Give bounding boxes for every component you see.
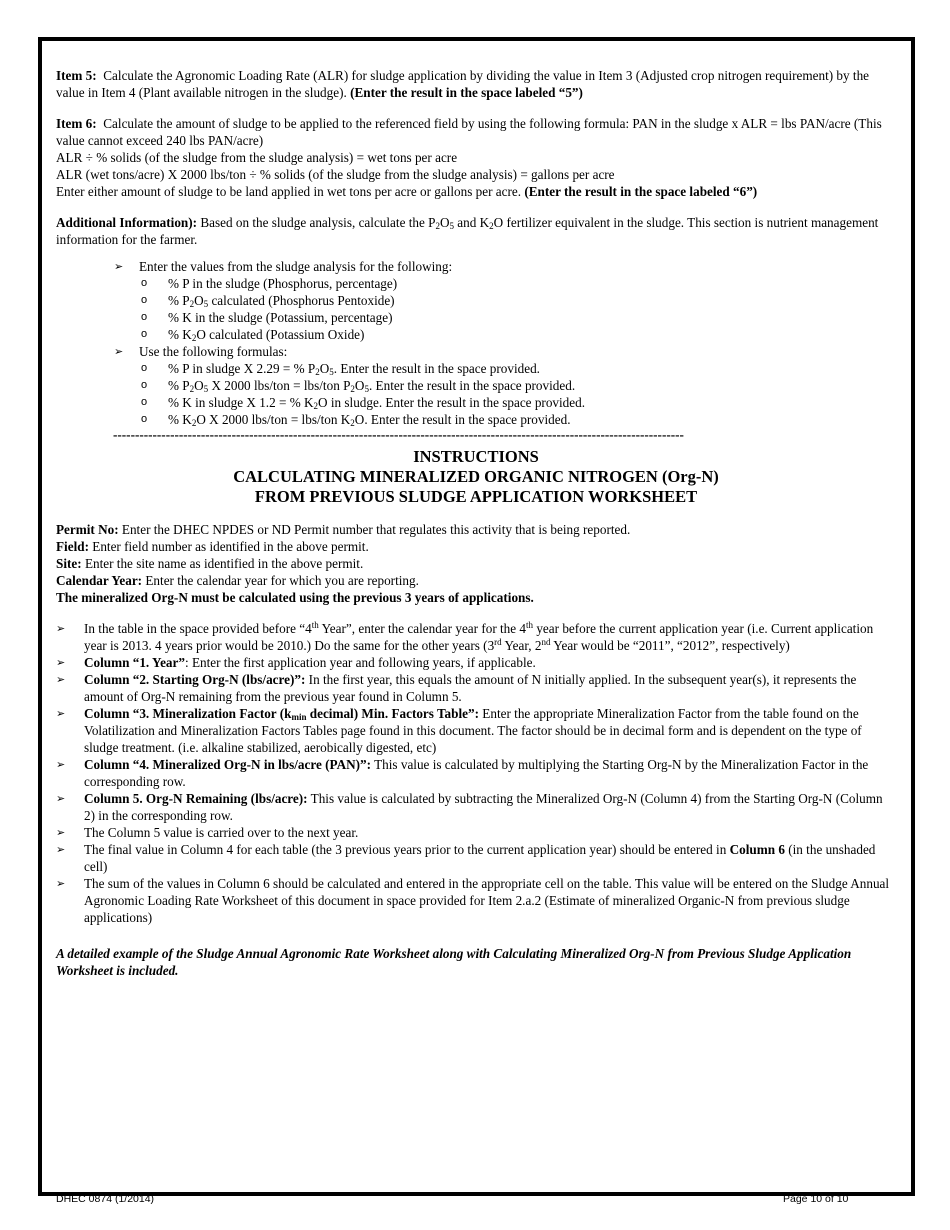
section-divider: ----------------------------------------------------------------------------------------------------------------------------------	[113, 429, 684, 441]
alr-wet-tons-formula: ALR ÷ % solids (of the sludge from the sludge analysis) = wet tons per acre	[56, 150, 458, 165]
list-item: ➢ The sum of the values in Column 6 should be calculated and entered in the appropriate cell on the table. This value will be entered on the Sludge Annual Agronomic Loading Rate Worksheet of this document in space provided for Item 2.a.2 (Estimate of mineralized Organic-N from previous sludge applications)	[56, 875, 896, 926]
list-item: o % K in sludge X 1.2 = % $K_2O$ in sludge. Enter the result in the space provided.	[141, 394, 896, 411]
permit-fields-description: Permit No: Enter the DHEC NPDES or ND Permit number that regulates this activity that is being reported. Field: Enter field number as identified in the above permit. Site: Enter the site name as identified in the above permit. Calendar Year: Enter the calendar year for which you are reporting. The mineralized Org-N must be calculated using the previous 3 years of applications.	[56, 522, 631, 605]
closing-note: A detailed example of the Sludge Annual Agronomic Rate Worksheet along with Calculating Mineralized Org-N from Previous Sludge Application Worksheet is included.	[56, 946, 852, 978]
list-item: o % K in the sludge (Potassium, percentage)	[141, 309, 896, 326]
list-item: ➢ Column “4. Mineralized Org-N in lbs/acre (PAN)”: This value is calculated by multiplying the Starting Org-N by the Mineralization Factor in the corresponding row.	[56, 756, 896, 790]
item-6: Item 6: Calculate the amount of sludge to be applied to the referenced field by using the following formula: PAN in the sludge x ALR = lbs PAN/acre (This value cannot exceed 240 lbs PAN/acre) ALR ÷ % solids (of the sludge from the sludge analysis) = wet tons per acre ALR (wet tons/acre) X 2000 lbs/ton ÷ % solids (of the sludge from the sludge analysis) = gallons per acre Enter either amount of sludge to be land applied in wet tons per acre or gallons per acre. (Enter the result in the space labeled “6”)	[56, 115, 896, 200]
list-item: ➢ The Column 5 value is carried over to the next year.	[56, 824, 896, 841]
list-item: o % $K_2O$ calculated (Potassium Oxide)	[141, 326, 896, 343]
column-instructions-list	[56, 620, 896, 926]
list-item: o % P in the sludge (Phosphorus, percentage)	[141, 275, 896, 292]
list-item: o % P in sludge X 2.29 = % $P_2O_5$. Enter the result in the space provided.	[141, 360, 896, 377]
page-number: Page 10 of 10	[783, 1193, 849, 1205]
list-item: o % $P_2O_5$ calculated (Phosphorus Pentoxide)	[141, 292, 896, 309]
list-item: ➢ The final value in Column 4 for each table (the 3 previous years prior to the current application year) should be entered in Column 6 (in the unshaded cell)	[56, 841, 896, 875]
list-item: ➢ Use the following formulas: o % P in sludge X 2.29 = % $P_2O_5$. Enter the result in the space provided. o % $P_2O_5$ X 2000 lbs/ton = lbs/ton $P_2O_5$. Enter the result in the space provided. o % K in sludge X 1.2 = % $K_2O$ in sludge. Enter the result in the space provided. o % $K_2O$ X 2000 lbs/ton = lbs/ton $K_2O$. Enter the result in the space provided.	[114, 343, 896, 428]
list-item: ➢ Column “3. Mineralization Factor ($k_{min}$ decimal) Min. Factors Table”: Enter the appropriate Mineralization Factor from the table found on the Volatilization and Mineralization Factors Tables page found in this document. The factor should be in decimal form and is dependent on the type of sludge treatment. (i.e. alkaline stabilized, aerobically digested, etc)	[56, 705, 896, 756]
additional-information: Additional Information): Based on the sludge analysis, calculate the $P_2O_5$ and $K_2O$ fertilizer equivalent in the sludge. This section is nutrient management information for the farmer.	[56, 215, 879, 247]
list-item: ➢ Enter the values from the sludge analysis for the following: o % P in the sludge (Phosphorus, percentage) o % $P_2O_5$ calculated (Phosphorus Pentoxide) o % K in the sludge (Potassium, percentage) o % $K_2O$ calculated (Potassium Oxide)	[114, 258, 896, 343]
document-body	[56, 67, 896, 979]
alr-gallons-formula: ALR (wet tons/acre) X 2000 lbs/ton ÷ % solids (of the sludge from the sludge analysis) = gallons per acre	[56, 167, 615, 182]
form-id: DHEC 0874 (1/2014)	[56, 1193, 155, 1205]
three-year-note: The mineralized Org-N must be calculated using the previous 3 years of applications.	[56, 590, 534, 605]
instructions-heading: INSTRUCTIONS CALCULATING MINERALIZED ORGANIC NITROGEN (Org-N) FROM PREVIOUS SLUDGE APPLICATION WORKSHEET	[233, 447, 719, 506]
list-item: o % $K_2O$ X 2000 lbs/ton = lbs/ton $K_2O$. Enter the result in the space provided.	[141, 411, 896, 428]
list-item: o % $P_2O_5$ X 2000 lbs/ton = lbs/ton $P_2O_5$. Enter the result in the space provided.	[141, 377, 896, 394]
item-5-label: Item 5:	[56, 68, 97, 83]
item-6-label: Item 6:	[56, 116, 97, 131]
list-item: ➢ Column “1. Year”: Enter the first application year and following years, if applicable.	[56, 654, 896, 671]
item-5: Item 5: Calculate the Agronomic Loading Rate (ALR) for sludge application by dividing the value in Item 3 (Adjusted crop nitrogen requirement) by the value in Item 4 (Plant available nitrogen in the sludge). (Enter the result in the space labeled “5”)	[56, 68, 870, 100]
list-item: ➢ Column “2. Starting Org-N (lbs/acre)”: In the first year, this equals the amount of N initially applied. In the subsequent year(s), it represents the amount of Org-N remaining from the previous year found in Column 5.	[56, 671, 896, 705]
sludge-analysis-list	[56, 258, 896, 428]
list-item: ➢ Column 5. Org-N Remaining (lbs/acre): This value is calculated by subtracting the Mineralized Org-N (Column 4) from the Starting Org-N (Column 2) in the corresponding row.	[56, 790, 896, 824]
list-item: ➢ In the table in the space provided before “4th Year”, enter the calendar year for the 4th year before the current application year (i.e. Current application year is 2013. 4 years prior would be 2010.) Do the same for the other years (3rd Year, 2nd Year would be “2011”, “2012”, respectively)	[56, 620, 896, 654]
